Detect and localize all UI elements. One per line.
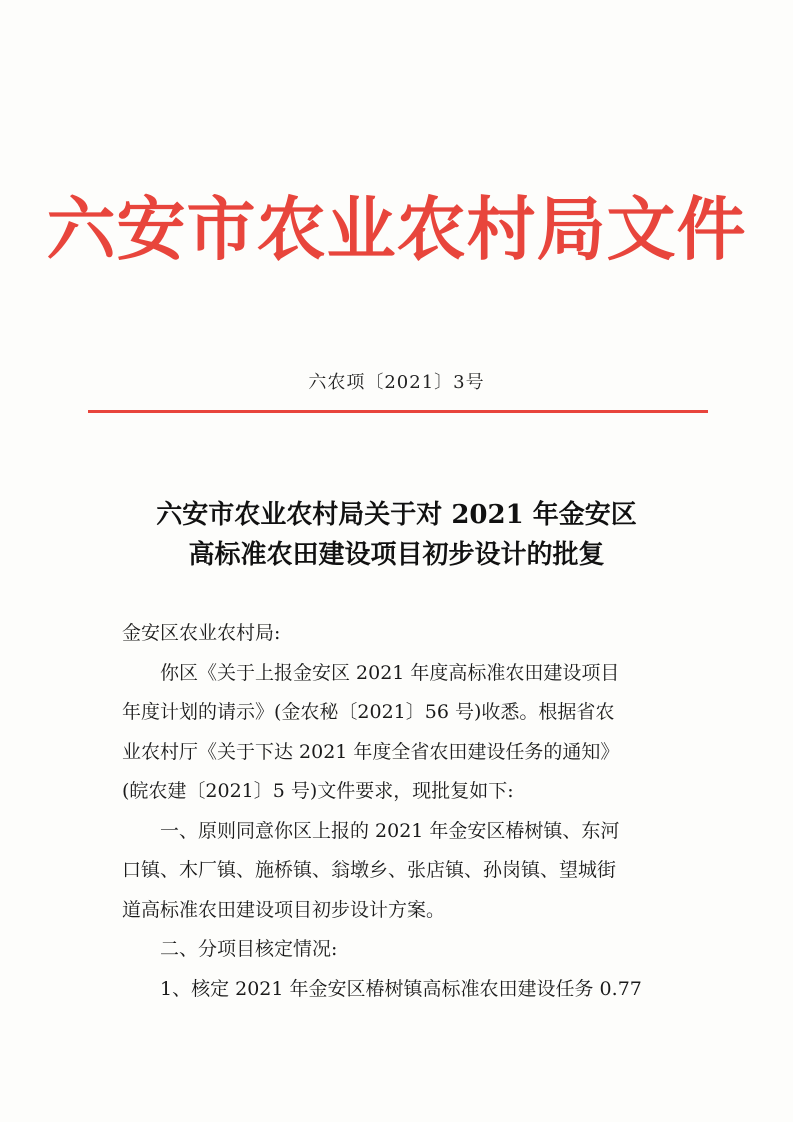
body-line: 1、核定 2021 年金安区椿树镇高标准农田建设任务 0.77 <box>160 977 642 1000</box>
salutation: 金安区农业农村局: <box>122 622 281 644</box>
body-line: 道高标准农田建设项目初步设计方案。 <box>122 898 446 921</box>
red-divider-line <box>88 410 708 413</box>
body-line: 你区《关于上报金安区 2021 年度高标准农田建设项目 <box>160 661 620 684</box>
document-title <box>0 495 793 575</box>
body-line: 业农村厅《关于下达 2021 年度全省农田建设任务的通知》 <box>122 740 620 763</box>
issuer-header-title: 六安市农业农村局文件 <box>46 190 747 270</box>
body-line: 一、原则同意你区上报的 2021 年金安区椿树镇、东河 <box>160 819 620 842</box>
document-title-line-2: 高标准农田建设项目初步设计的批复 <box>188 540 605 570</box>
body-line: 口镇、木厂镇、施桥镇、翁墩乡、张店镇、孙岗镇、望城街 <box>122 859 617 881</box>
section-heading: 二、分项目核定情况: <box>160 938 338 960</box>
document-title-line-1: 六安市农业农村局关于对 2021 年金安区 <box>156 500 637 530</box>
document-number: 六农项〔2021〕3号 <box>308 372 485 393</box>
body-line: (皖农建〔2021〕5 号)文件要求，现批复如下: <box>122 780 514 802</box>
document-body <box>122 614 692 1009</box>
body-line: 年度计划的请示》(金农秘〔2021〕56 号)收悉。根据省农 <box>122 701 615 723</box>
